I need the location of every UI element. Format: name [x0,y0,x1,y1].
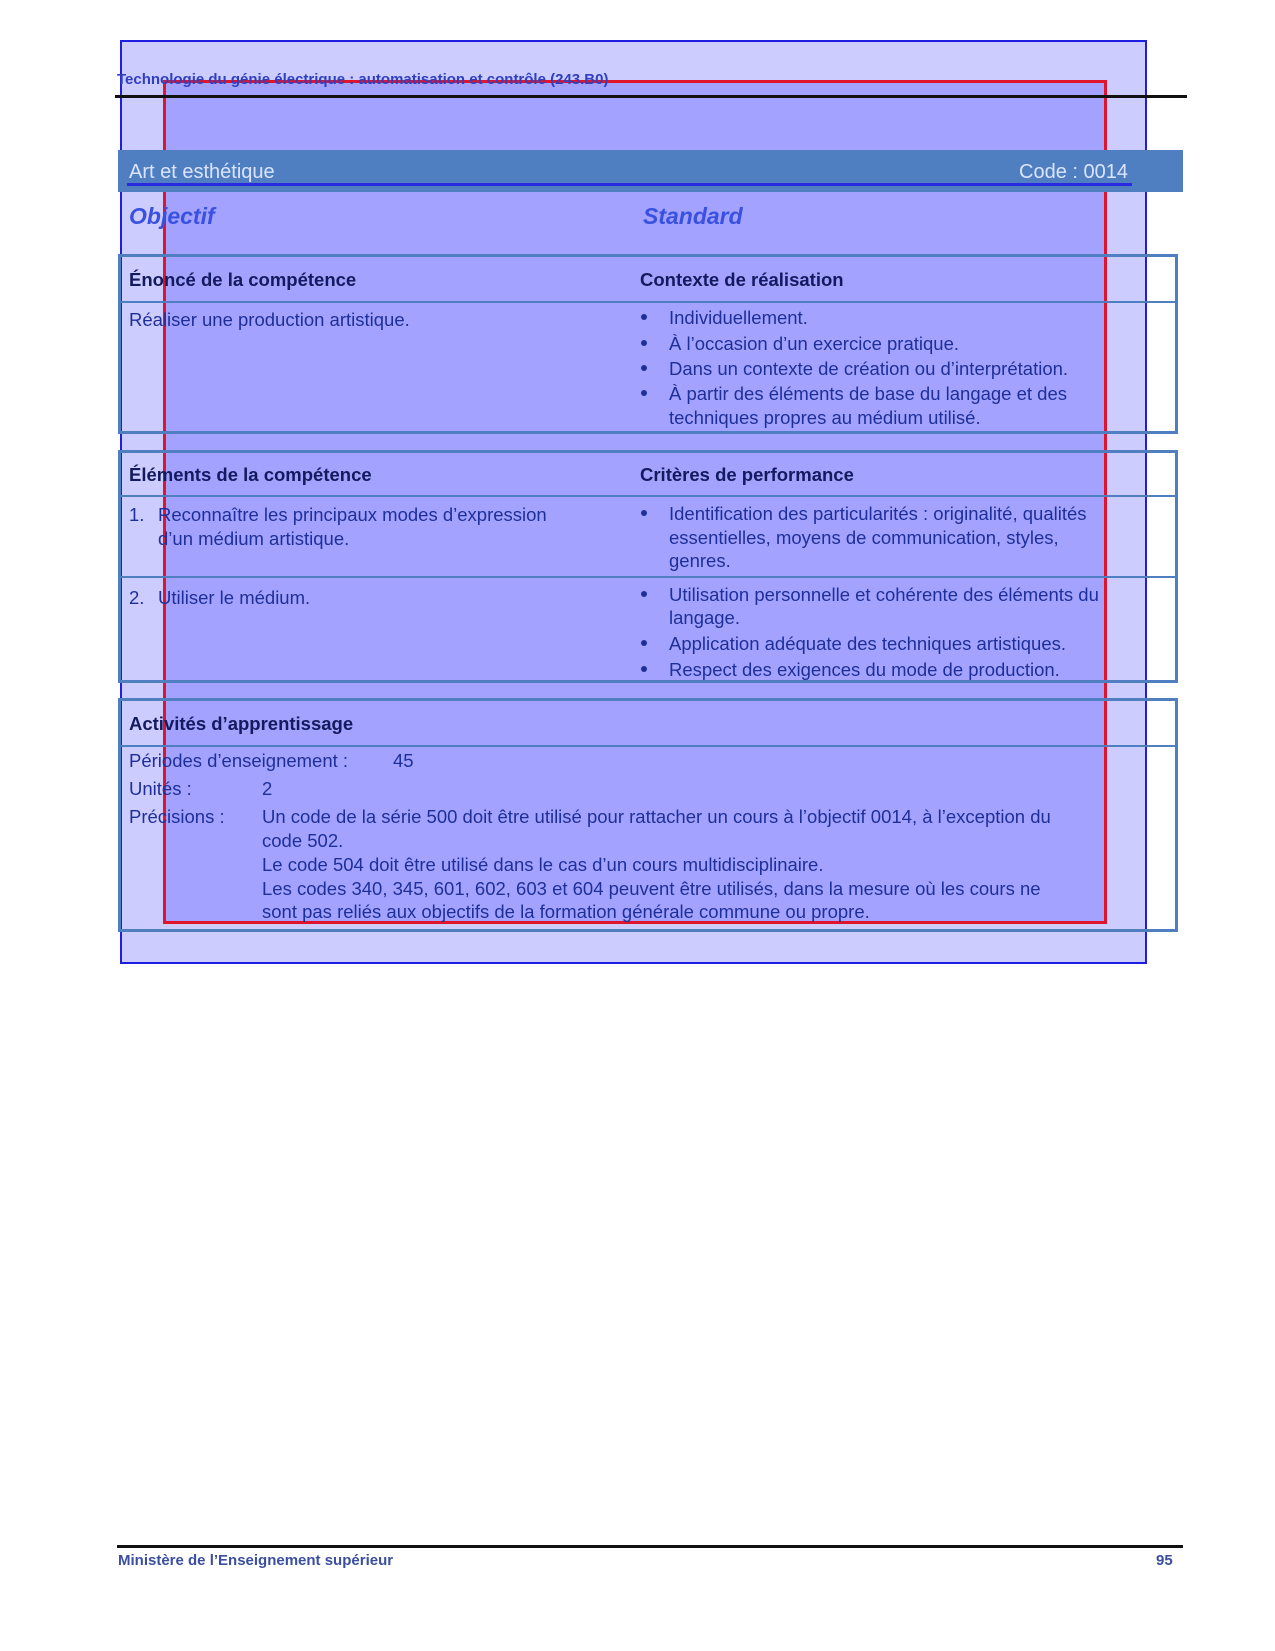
box-divider [121,576,1175,578]
critere-item: Respect des exigences du mode de production. [669,659,1060,680]
running-header: Technologie du génie électrique : automatisation et contrôle (243.B0) [117,71,609,88]
critere-line3: genres. [669,550,731,571]
element-text-line2: d’un médium artistique. [158,528,350,549]
page-number: 95 [1156,1552,1173,1569]
competence-text: Réaliser une production artistique. [129,309,410,330]
box-divider [121,301,1175,303]
critere-line1: Utilisation personnelle et cohérente des éléments du [669,584,1099,605]
standard-heading: Standard [643,203,743,229]
bullet-icon [641,510,647,516]
bullet-icon [641,591,647,597]
unites-label: Unités : [129,778,192,799]
box-divider [121,745,1175,747]
critere-line2: langage. [669,607,740,628]
header-rule [115,95,1187,98]
enonce-header: Énoncé de la compétence [129,269,357,290]
periodes-value: 45 [393,750,414,771]
contexte-item: Dans un contexte de création ou d’interprétation. [669,358,1069,379]
precisions-line: Le code 504 doit être utilisé dans le cas d’un cours multidisciplinaire. [262,854,824,875]
bullet-icon [641,666,647,672]
precisions-line: sont pas reliés aux objectifs de la formation générale commune ou propre. [262,901,870,922]
precisions-label: Précisions : [129,806,225,827]
bullet-icon [641,340,647,346]
element-text-line1: Reconnaître les principaux modes d’expression [158,504,547,525]
contexte-item: Individuellement. [669,307,808,328]
element-number: 1. [129,504,145,525]
footer-rule [117,1545,1183,1548]
precisions-line: Les codes 340, 345, 601, 602, 603 et 604 peuvent être utilisés, dans la mesure où les cours ne [262,878,1041,899]
critere-line1: Identification des particularités : originalité, qualités [669,503,1087,524]
contexte-item-line2: techniques propres au médium utilisé. [669,407,981,428]
precisions-line: code 502. [262,830,344,851]
bullet-icon [641,365,647,371]
element-number: 2. [129,587,145,608]
band-underline [127,183,1132,186]
precisions-line: Un code de la série 500 doit être utilisé pour rattacher un cours à l’objectif 0014, à l’exception du [262,806,1051,827]
element-text: Utiliser le médium. [158,587,311,608]
course-code: Code : 0014 [1019,161,1128,183]
course-title: Art et esthétique [129,161,275,183]
activites-header: Activités d’apprentissage [129,713,354,734]
elements-header: Éléments de la compétence [129,464,372,485]
footer-ministry: Ministère de l’Enseignement supérieur [118,1552,394,1569]
bullet-icon [641,640,647,646]
objectif-heading: Objectif [129,203,215,229]
box-divider [121,495,1175,497]
periodes-label: Périodes d’enseignement : [129,750,349,771]
bullet-icon [641,390,647,396]
critere-line2: essentielles, moyens de communication, styles, [669,527,1059,548]
contexte-item: À l’occasion d’un exercice pratique. [669,333,959,354]
criteres-header: Critères de performance [640,464,854,485]
contexte-item-line1: À partir des éléments de base du langage et des [669,383,1068,404]
contexte-header: Contexte de réalisation [640,269,844,290]
critere-item: Application adéquate des techniques artistiques. [669,633,1066,654]
unites-value: 2 [262,778,273,799]
bullet-icon [641,314,647,320]
